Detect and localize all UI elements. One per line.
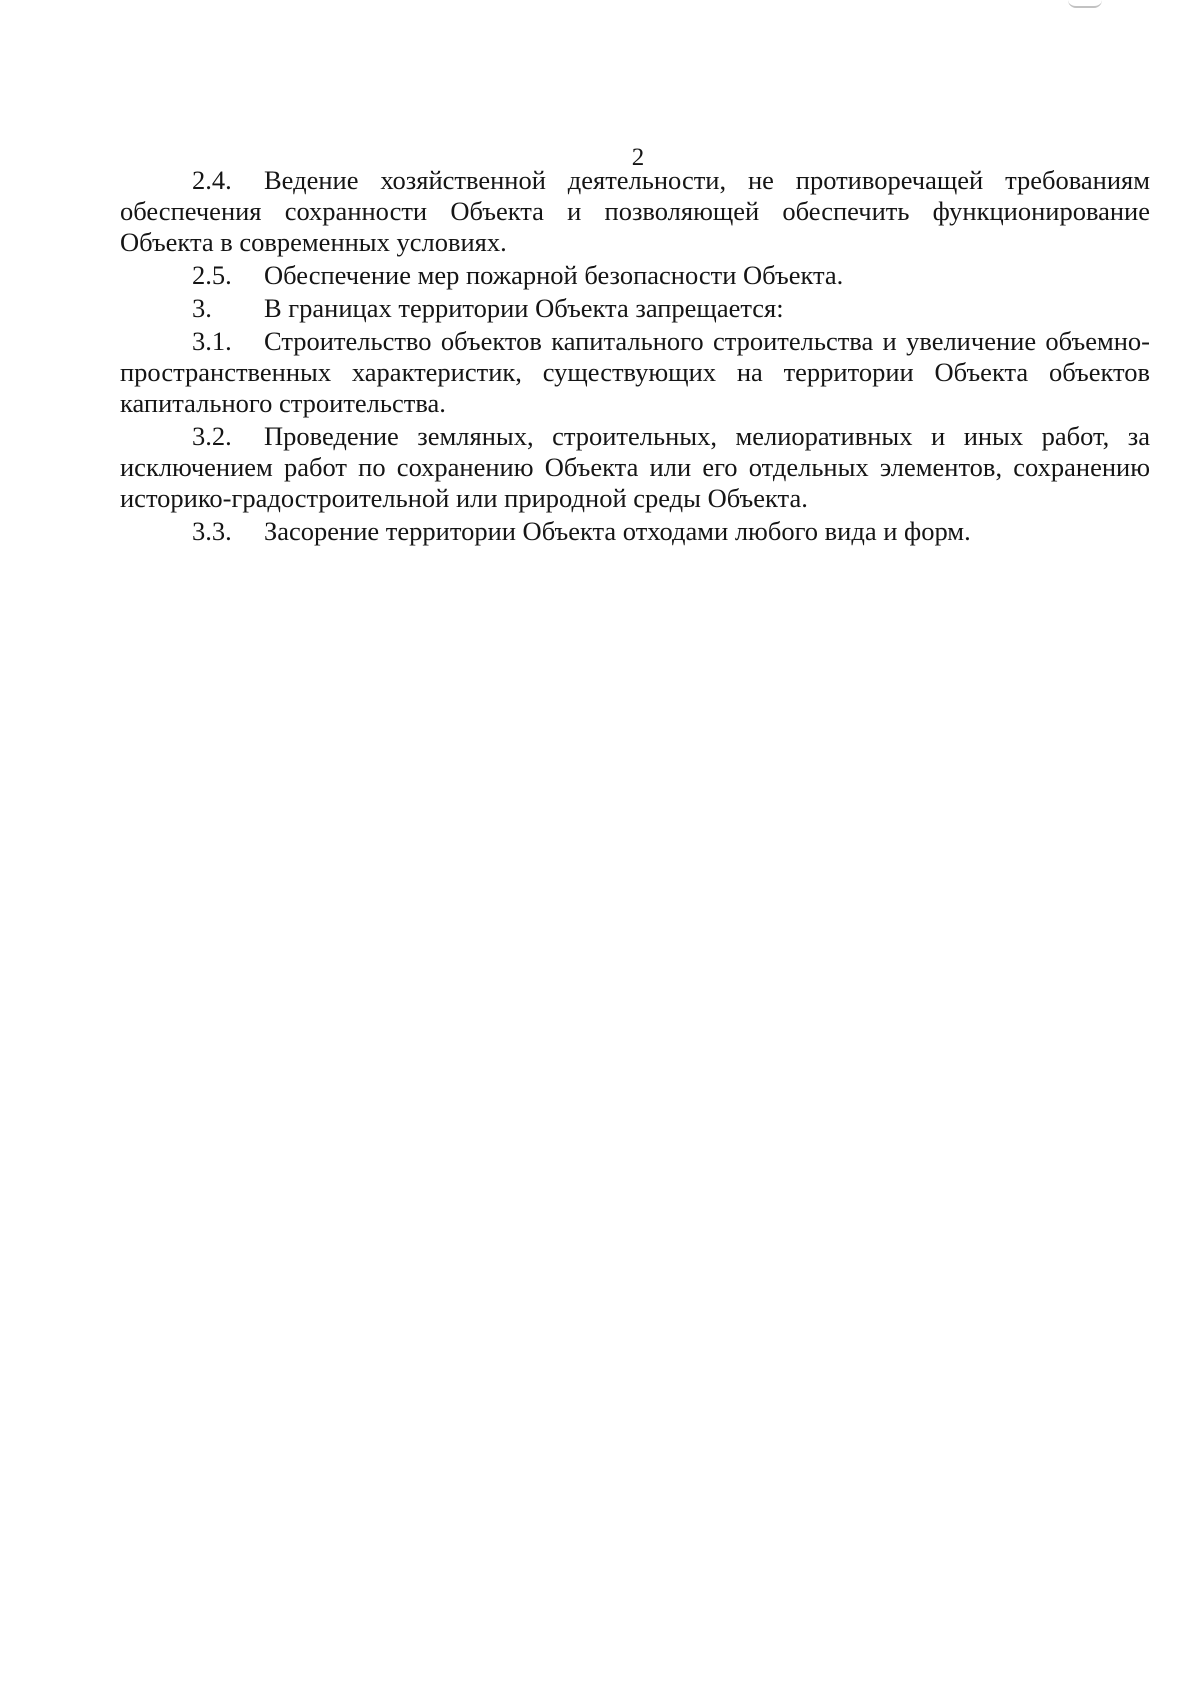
paragraph-3 (120, 293, 1150, 324)
page-number: 2 (631, 144, 645, 171)
paragraph-3-2 (120, 421, 1150, 514)
paragraph-number: 2.4. (192, 165, 232, 195)
paragraph-text: Обеспечение мер пожарной безопасности Объекта. (264, 260, 844, 290)
paragraph-text: Строительство объектов капитального строительства и увеличение объемно-пространственных характеристик, существующих на территории Объекта объектов капитального строительства. (120, 326, 1150, 418)
paragraph-3-3 (120, 516, 1150, 547)
paragraph-text: Засорение территории Объекта отходами любого вида и форм. (264, 516, 971, 546)
paragraph-2-4 (120, 165, 1150, 258)
paragraph-text: Ведение хозяйственной деятельности, не противоречащей требованиям обеспечения сохранности Объекта и позволяющей обеспечить функционирование Объекта в современных условиях. (120, 165, 1150, 257)
paragraph-number: 3. (192, 293, 212, 323)
paragraph-number: 2.5. (192, 260, 232, 290)
document-body (120, 165, 1150, 547)
paragraph-number: 3.3. (192, 516, 232, 546)
paragraph-number: 3.1. (192, 326, 232, 356)
scan-edge-mark (1068, 0, 1102, 8)
paragraph-3-1 (120, 326, 1150, 419)
paragraph-2-5 (120, 260, 1150, 291)
paragraph-text: Проведение земляных, строительных, мелиоративных и иных работ, за исключением работ по сохранению Объекта или его отдельных элементов, сохранению историко-градостроительной или природной среды Объекта. (120, 421, 1150, 513)
paragraph-text: В границах территории Объекта запрещается: (264, 293, 784, 323)
paragraph-number: 3.2. (192, 421, 232, 451)
